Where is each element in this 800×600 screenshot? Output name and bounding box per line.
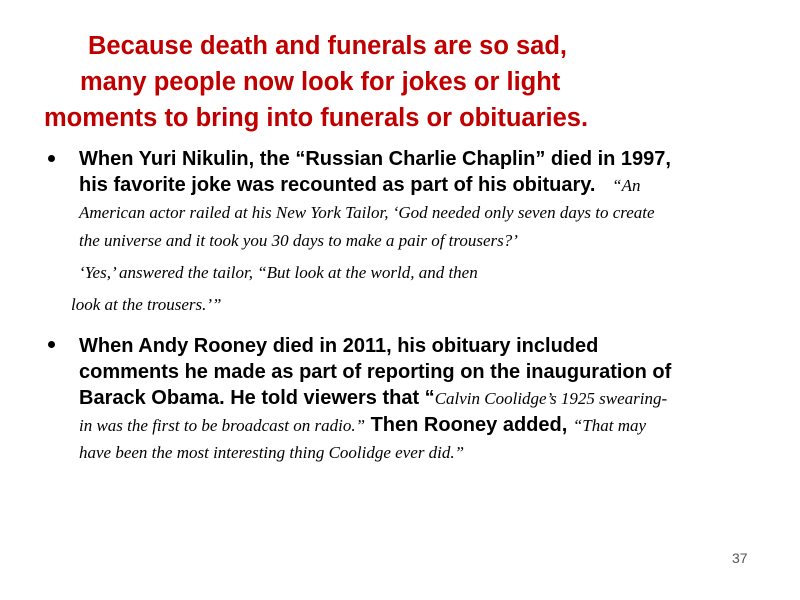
nikulin-line-2-text: his favorite joke was recounted as part of his obituary. — [79, 174, 596, 196]
rooney-line-3-text: Barack Obama. He told viewers that “ — [79, 387, 435, 409]
nikulin-quote-line-1: American actor railed at his New York Tailor, ‘God needed only seven days to create — [79, 203, 655, 222]
page-number: 37 — [732, 550, 748, 566]
rooney-quote-1: Calvin Coolidge’s 1925 swearing- — [434, 389, 668, 408]
bullet-rooney — [48, 333, 768, 467]
title-line-1: Because death and funerals are so sad, — [88, 32, 568, 60]
rooney-line-3 — [79, 385, 768, 411]
nikulin-quote-line-4: look at the trousers.’” — [71, 295, 222, 314]
rooney-line-4-text: Then Rooney added, — [365, 414, 573, 436]
title-line-3: moments to bring into funerals or obituaries. — [44, 104, 589, 132]
nikulin-quote-line-2: the universe and it took you 30 days to make a pair of trousers?’ — [79, 231, 518, 250]
nikulin-quote-open: “An — [612, 176, 641, 195]
bullet-dot — [48, 341, 55, 348]
rooney-line-2: comments he made as part of reporting on the inauguration of — [79, 361, 672, 383]
slide-title — [40, 28, 720, 136]
title-line-2: many people now look for jokes or light — [80, 68, 561, 96]
rooney-quote-2: in was the first to be broadcast on radio.” — [79, 416, 366, 435]
bullet-list — [48, 147, 768, 467]
nikulin-quote-line-3: ‘Yes,’ answered the tailor, “But look at the world, and then — [79, 263, 478, 282]
nikulin-line-1: When Yuri Nikulin, the “Russian Charlie Chaplin” died in 1997, — [79, 148, 671, 170]
rooney-line-1: When Andy Rooney died in 2011, his obituary included — [79, 335, 599, 357]
nikulin-line-2 — [79, 171, 768, 199]
bullet-dot — [48, 155, 55, 162]
rooney-line-4 — [79, 411, 768, 439]
rooney-quote-line-5: have been the most interesting thing Coolidge ever did.” — [79, 443, 465, 462]
bullet-nikulin — [48, 147, 768, 319]
rooney-quote-3: “That may — [572, 416, 647, 435]
